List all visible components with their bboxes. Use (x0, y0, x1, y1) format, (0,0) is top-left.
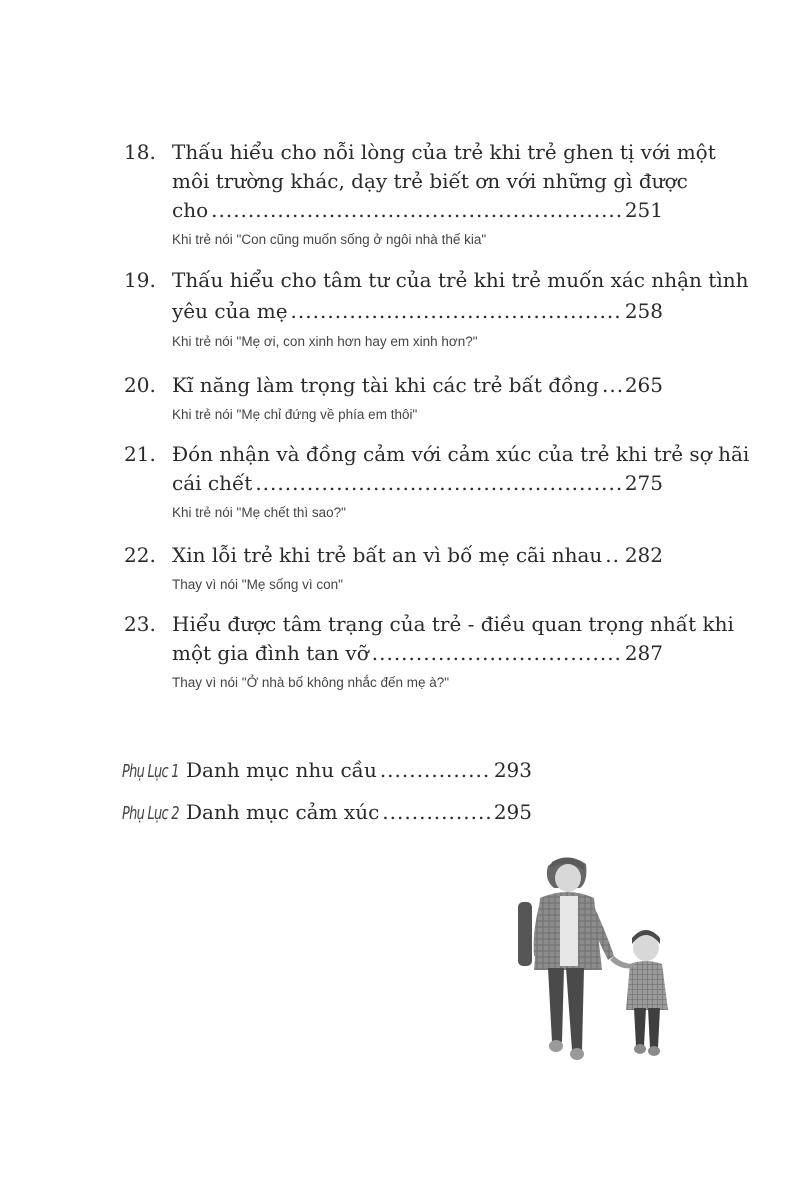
dot-leader (605, 540, 622, 570)
page-number: 295 (493, 800, 532, 824)
entry-title-line: Thấu hiểu cho tâm tư của trẻ khi trẻ muốn xác nhận tình (172, 268, 749, 292)
dot-leader (372, 638, 622, 668)
entry-title-final-line (172, 370, 663, 400)
entry-number: 23. (124, 612, 156, 636)
entry-subtitle: Thay vì nói "Ở nhà bố không nhắc đến mẹ à?" (172, 675, 450, 690)
mother-and-child-walking-illustration (510, 852, 680, 1072)
entry-number: 20. (124, 373, 156, 397)
dot-leader (291, 296, 622, 326)
entry-number: 21. (124, 442, 156, 466)
entry-subtitle: Thay vì nói "Mẹ sống vì con" (172, 577, 343, 592)
child-figure (610, 930, 668, 1056)
entry-title-end: yêu của mẹ (172, 299, 288, 323)
entry-subtitle: Khi trẻ nói "Mẹ ơi, con xinh hơn hay em xinh hơn?" (172, 334, 478, 349)
entry-title-end: Kĩ năng làm trọng tài khi các trẻ bất đồng (172, 373, 599, 397)
entry-title-final-line (172, 296, 663, 326)
dot-leader (382, 797, 491, 827)
dot-leader (255, 468, 622, 498)
page-number: 251 (624, 198, 663, 222)
appendix-tag: Phụ Lục 2 (122, 803, 179, 824)
entry-title-end: Xin lỗi trẻ khi trẻ bất an vì bố mẹ cãi nhau (172, 543, 603, 567)
appendix-title: Danh mục cảm xúc (186, 800, 380, 824)
dot-leader (211, 195, 622, 225)
entry-title-final-line (172, 468, 663, 498)
page-number: 282 (624, 543, 663, 567)
entry-title-final-line (172, 638, 663, 668)
page-number: 258 (624, 299, 663, 323)
entry-title-end: cho (172, 198, 209, 222)
entry-number: 19. (124, 268, 156, 292)
entry-title-final-line (172, 195, 663, 225)
dot-leader (602, 370, 622, 400)
entry-title-final-line (172, 540, 663, 570)
mother-figure (518, 857, 614, 1060)
page-number: 275 (624, 471, 663, 495)
entry-subtitle: Khi trẻ nói "Con cũng muốn sống ở ngôi nhà thế kia" (172, 232, 487, 247)
entry-title-line: Đón nhận và đồng cảm với cảm xúc của trẻ khi trẻ sợ hãi (172, 442, 750, 466)
entry-title-line: môi trường khác, dạy trẻ biết ơn với những gì được (172, 169, 688, 193)
dot-leader (380, 755, 491, 785)
entry-subtitle: Khi trẻ nói "Mẹ chết thì sao?" (172, 505, 346, 520)
entry-title-line: Thấu hiểu cho nỗi lòng của trẻ khi trẻ ghen tị với một (172, 140, 716, 164)
page-number: 293 (493, 758, 532, 782)
page-number: 287 (624, 641, 663, 665)
appendix-title: Danh mục nhu cầu (186, 758, 377, 782)
entry-number: 22. (124, 543, 156, 567)
entry-title-end: cái chết (172, 471, 253, 495)
entry-title-line: Hiểu được tâm trạng của trẻ - điều quan trọng nhất khi (172, 612, 734, 636)
entry-subtitle: Khi trẻ nói "Mẹ chỉ đứng về phía em thôi" (172, 407, 418, 422)
entry-title-end: một gia đình tan vỡ (172, 641, 369, 665)
appendix-tag: Phụ Lục 1 (122, 761, 179, 782)
appendix-1[interactable] (122, 755, 532, 787)
entry-number: 18. (124, 140, 156, 164)
appendix-2[interactable] (122, 797, 532, 829)
page-number: 265 (624, 373, 663, 397)
